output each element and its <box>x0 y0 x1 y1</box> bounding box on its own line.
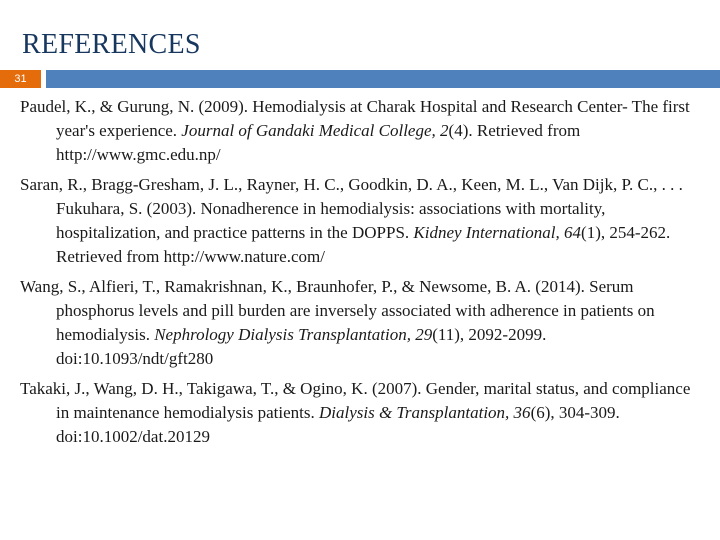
reference-details: (4). Retrieved from http://www.gmc.edu.np/ <box>56 121 581 164</box>
reference-details: (11), 2092-2099. doi:10.1093/ndt/gft280 <box>56 325 547 368</box>
reference-list <box>20 95 700 455</box>
reference-authors: Takaki, J., Wang, D. H., Takigawa, T., & Ogino, K. (2007). Gender, marital status, and compliance in maintenance hemodialysis patients. <box>20 379 691 422</box>
reference-authors: Wang, S., Alfieri, T., Ramakrishnan, K., Braunhofer, P., & Newsome, B. A. (2014). Serum phosphorus levels and pill burden are inversely associated with adherence in patients on hemodialysis. <box>20 277 655 344</box>
reference-journal: Journal of Gandaki Medical College, 2 <box>181 121 449 140</box>
reference-journal: Dialysis & Transplantation, 36 <box>318 403 531 422</box>
page-title: REFERENCES <box>22 29 201 60</box>
reference-item <box>20 377 700 449</box>
header-bar <box>0 70 720 88</box>
reference-authors: Paudel, K., & Gurung, N. (2009). Hemodialysis at Charak Hospital and Research Center- The first year's experience. <box>20 97 690 140</box>
slide-number-badge: 31 <box>0 70 41 88</box>
reference-journal: Kidney International, 64 <box>413 223 582 242</box>
reference-item <box>20 275 700 371</box>
accent-bar <box>46 70 720 88</box>
reference-details: (6), 304-309. doi:10.1002/dat.20129 <box>56 403 620 446</box>
reference-details: (1), 254-262. Retrieved from http://www.nature.com/ <box>56 223 671 266</box>
reference-item <box>20 173 700 269</box>
reference-journal: Nephrology Dialysis Transplantation, 29 <box>154 325 433 344</box>
reference-authors: Saran, R., Bragg-Gresham, J. L., Rayner, H. C., Goodkin, D. A., Keen, M. L., Van Dijk, P. C., . . . Fukuhara, S. (2003). Nonadherence in hemodialysis: associations with mortality, hospitalization, and practice patterns in the DOPPS. <box>20 175 683 242</box>
reference-item <box>20 95 700 167</box>
